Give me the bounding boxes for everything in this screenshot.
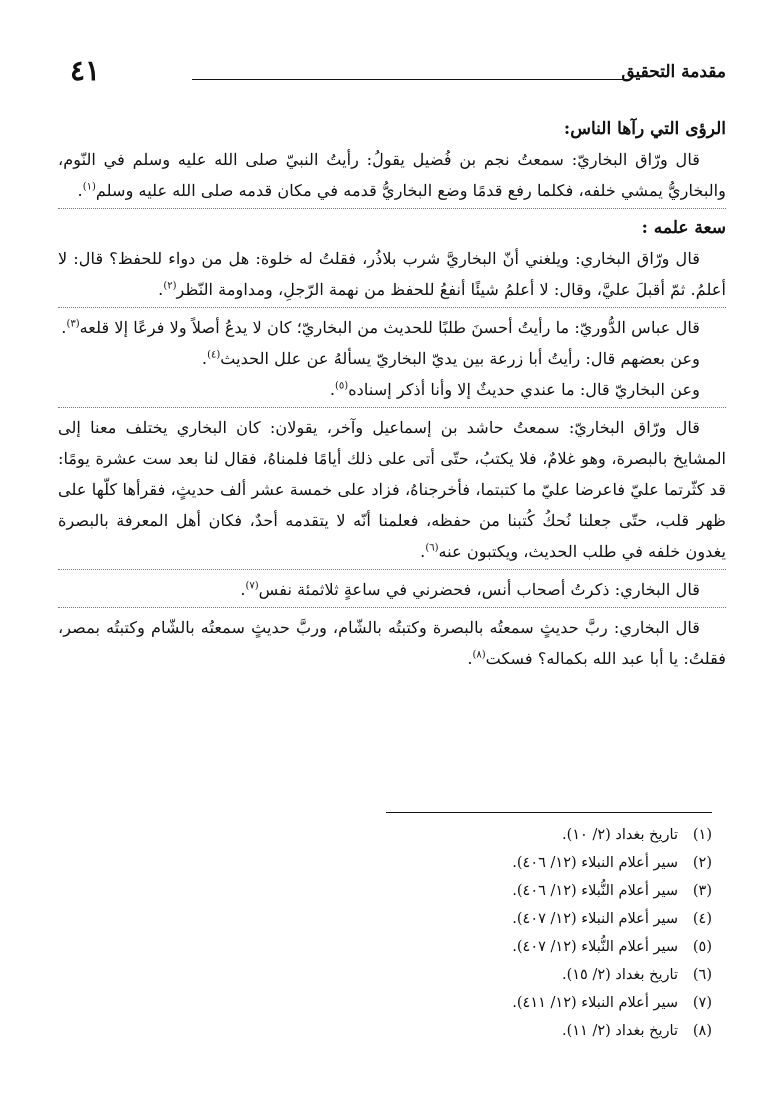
separator (58, 607, 726, 608)
footnote-ref: (٣) (66, 318, 80, 330)
footnote-text: سير أعلام النُّبلاء (١٢/ ٤٠٧). (512, 939, 678, 955)
paragraph-text: قال ورّاق البخاريّ: سمعتُ حاشد بن إسماعيل وآخر، يقولان: كان البخاري يختلف معنا إلى المشايخ بالبصرة، وهو غلامٌ، فلا يكتبُ، حتّى أتى على ذلك أيامًا فلمناهُ، فقال لنا بعد ست عشرة يومًا: قد كثّرتما عليّ فاعرضا عليّ ما كتبتما، فأخرجناهُ، فزاد على خمسة عشر ألف حديثٍ، فقرأها كلّها على ظهر قلب، حتّى جعلنا نُحكُ كُتبنا من حفظه، فعلمنا أنّه لا يتقدمه أحدٌ، فكان أهل المعرفة بالبصرة يغدون خلفه في طلب الحديث، ويكتبون عنه (58, 418, 726, 561)
footnote-text: سير أعلام النبلاء (١٢/ ٤٠٦). (512, 855, 678, 871)
footnote-number: (٧) (692, 995, 712, 1011)
paragraph-end: . (329, 380, 336, 399)
footnote-ref: (٨) (472, 649, 486, 661)
paragraph-text: وعن البخاريّ قال: ما عندي حديثٌ إلا وأنا أذكر إسناده (348, 380, 700, 399)
paragraph (58, 343, 726, 374)
footnotes (372, 812, 712, 1045)
paragraph-text: قال ورّاق البخاريّ: سمعتُ نجم بن فُضيل يقولُ: رأيتُ النبيّ صلى الله عليه وسلم في النّوم، والبخاريُّ يمشي خلفه، فكلما رفع قدمًا وضع البخاريُّ قدمه في مكان قدمه صلى الله عليه وسلم (58, 150, 726, 200)
footnote-text: تاريخ بغداد (٢/ ١٥). (561, 967, 678, 983)
footnote-number: (٤) (692, 911, 712, 927)
footnote-item (372, 905, 712, 933)
header-rule (192, 79, 628, 80)
separator (58, 307, 726, 308)
paragraph-end: . (201, 349, 208, 368)
separator (58, 208, 726, 209)
paragraph (58, 612, 726, 674)
footnote-text: سير أعلام النبلاء (١٢/ ٤١١). (512, 995, 678, 1011)
paragraph-text: قال عباس الدُّوريّ: ما رأيتُ أحسنَ طلبًا للحديث من البخاريّ؛ كان لا يدعُ أصلاً ولا فرعًا إلا قلعه (79, 318, 700, 337)
page-body (58, 114, 726, 674)
footnote-text: سير أعلام النبلاء (١٢/ ٤٠٧). (512, 911, 678, 927)
footnote-ref: (٦) (425, 542, 439, 554)
paragraph-end: . (240, 580, 246, 599)
footnote-item (372, 961, 712, 989)
paragraph-text: قال ورّاق البخاري: ويلغني أنّ البخاريَّ شرب بلاذُر، فقلتُ له خلوة: هل من دواء للحفظ؟ قال: لا أعلمُ. ثمّ أقبلَ عليَّ، وقال: لا أعلمُ شيئًا أنفعُ للحفظ من نهمة الرّجلِ، ومداومة النّظر (58, 249, 726, 299)
separator (58, 569, 726, 570)
paragraph-text: قال البخاري: ذكرتُ أصحاب أنس، فحضرني في ساعةٍ ثلاثمئة نفس (258, 580, 700, 599)
paragraph-end: . (158, 280, 164, 299)
paragraph (58, 374, 726, 405)
footnote-item (372, 1017, 712, 1045)
paragraph-text: وعن بعضهم قال: رأيتُ أبا زرعة بين يديّ البخاريّ يسألهُ عن علل الحديث (220, 349, 700, 368)
footnote-number: (١) (692, 827, 712, 843)
footnote-ref: (١) (82, 181, 96, 193)
footnote-ref: (٥) (335, 380, 349, 392)
paragraph-text: قال البخاري: ربَّ حديثٍ سمعتُه بالبصرة وكتبتُه بالشّام، وربَّ حديثٍ سمعتُه بالشّام وكتبتُه بمصر، فقلتُ: يا أبا عبد الله بكماله؟ فسكت (58, 618, 726, 668)
footnote-number: (٦) (692, 967, 712, 983)
section-heading: سعة علمه : (641, 218, 726, 238)
running-header (70, 54, 726, 88)
footnote-ref: (٤) (207, 349, 221, 361)
footnote-number: (٢) (692, 855, 712, 871)
paragraph-end: . (61, 318, 67, 337)
footnote-ref: (٢) (163, 280, 177, 292)
paragraph-end: . (467, 649, 473, 668)
section-heading: الرؤى التي رآها الناس: (563, 119, 726, 139)
paragraph (58, 312, 726, 343)
page-number: ٤١ (70, 54, 101, 87)
footnote-rule (386, 812, 712, 813)
footnote-item (372, 989, 712, 1017)
paragraph (58, 574, 726, 605)
footnote-number: (٣) (692, 883, 712, 899)
paragraph (58, 412, 726, 567)
footnote-item (372, 849, 712, 877)
running-title: مقدمة التحقيق (621, 62, 726, 82)
paragraph-end: . (77, 181, 83, 200)
separator (58, 407, 726, 408)
footnote-ref: (٧) (245, 580, 259, 592)
footnote-number: (٨) (692, 1023, 712, 1039)
footnote-number: (٥) (692, 939, 712, 955)
paragraph (58, 243, 726, 305)
footnote-item (372, 877, 712, 905)
footnote-item (372, 821, 712, 849)
footnote-text: تاريخ بغداد (٢/ ١١). (561, 1023, 678, 1039)
footnote-item (372, 933, 712, 961)
paragraph (58, 144, 726, 206)
paragraph-end: . (420, 542, 426, 561)
footnote-text: تاريخ بغداد (٢/ ١٠). (561, 827, 678, 843)
footnote-text: سير أعلام النُّبلاء (١٢/ ٤٠٦). (512, 883, 678, 899)
